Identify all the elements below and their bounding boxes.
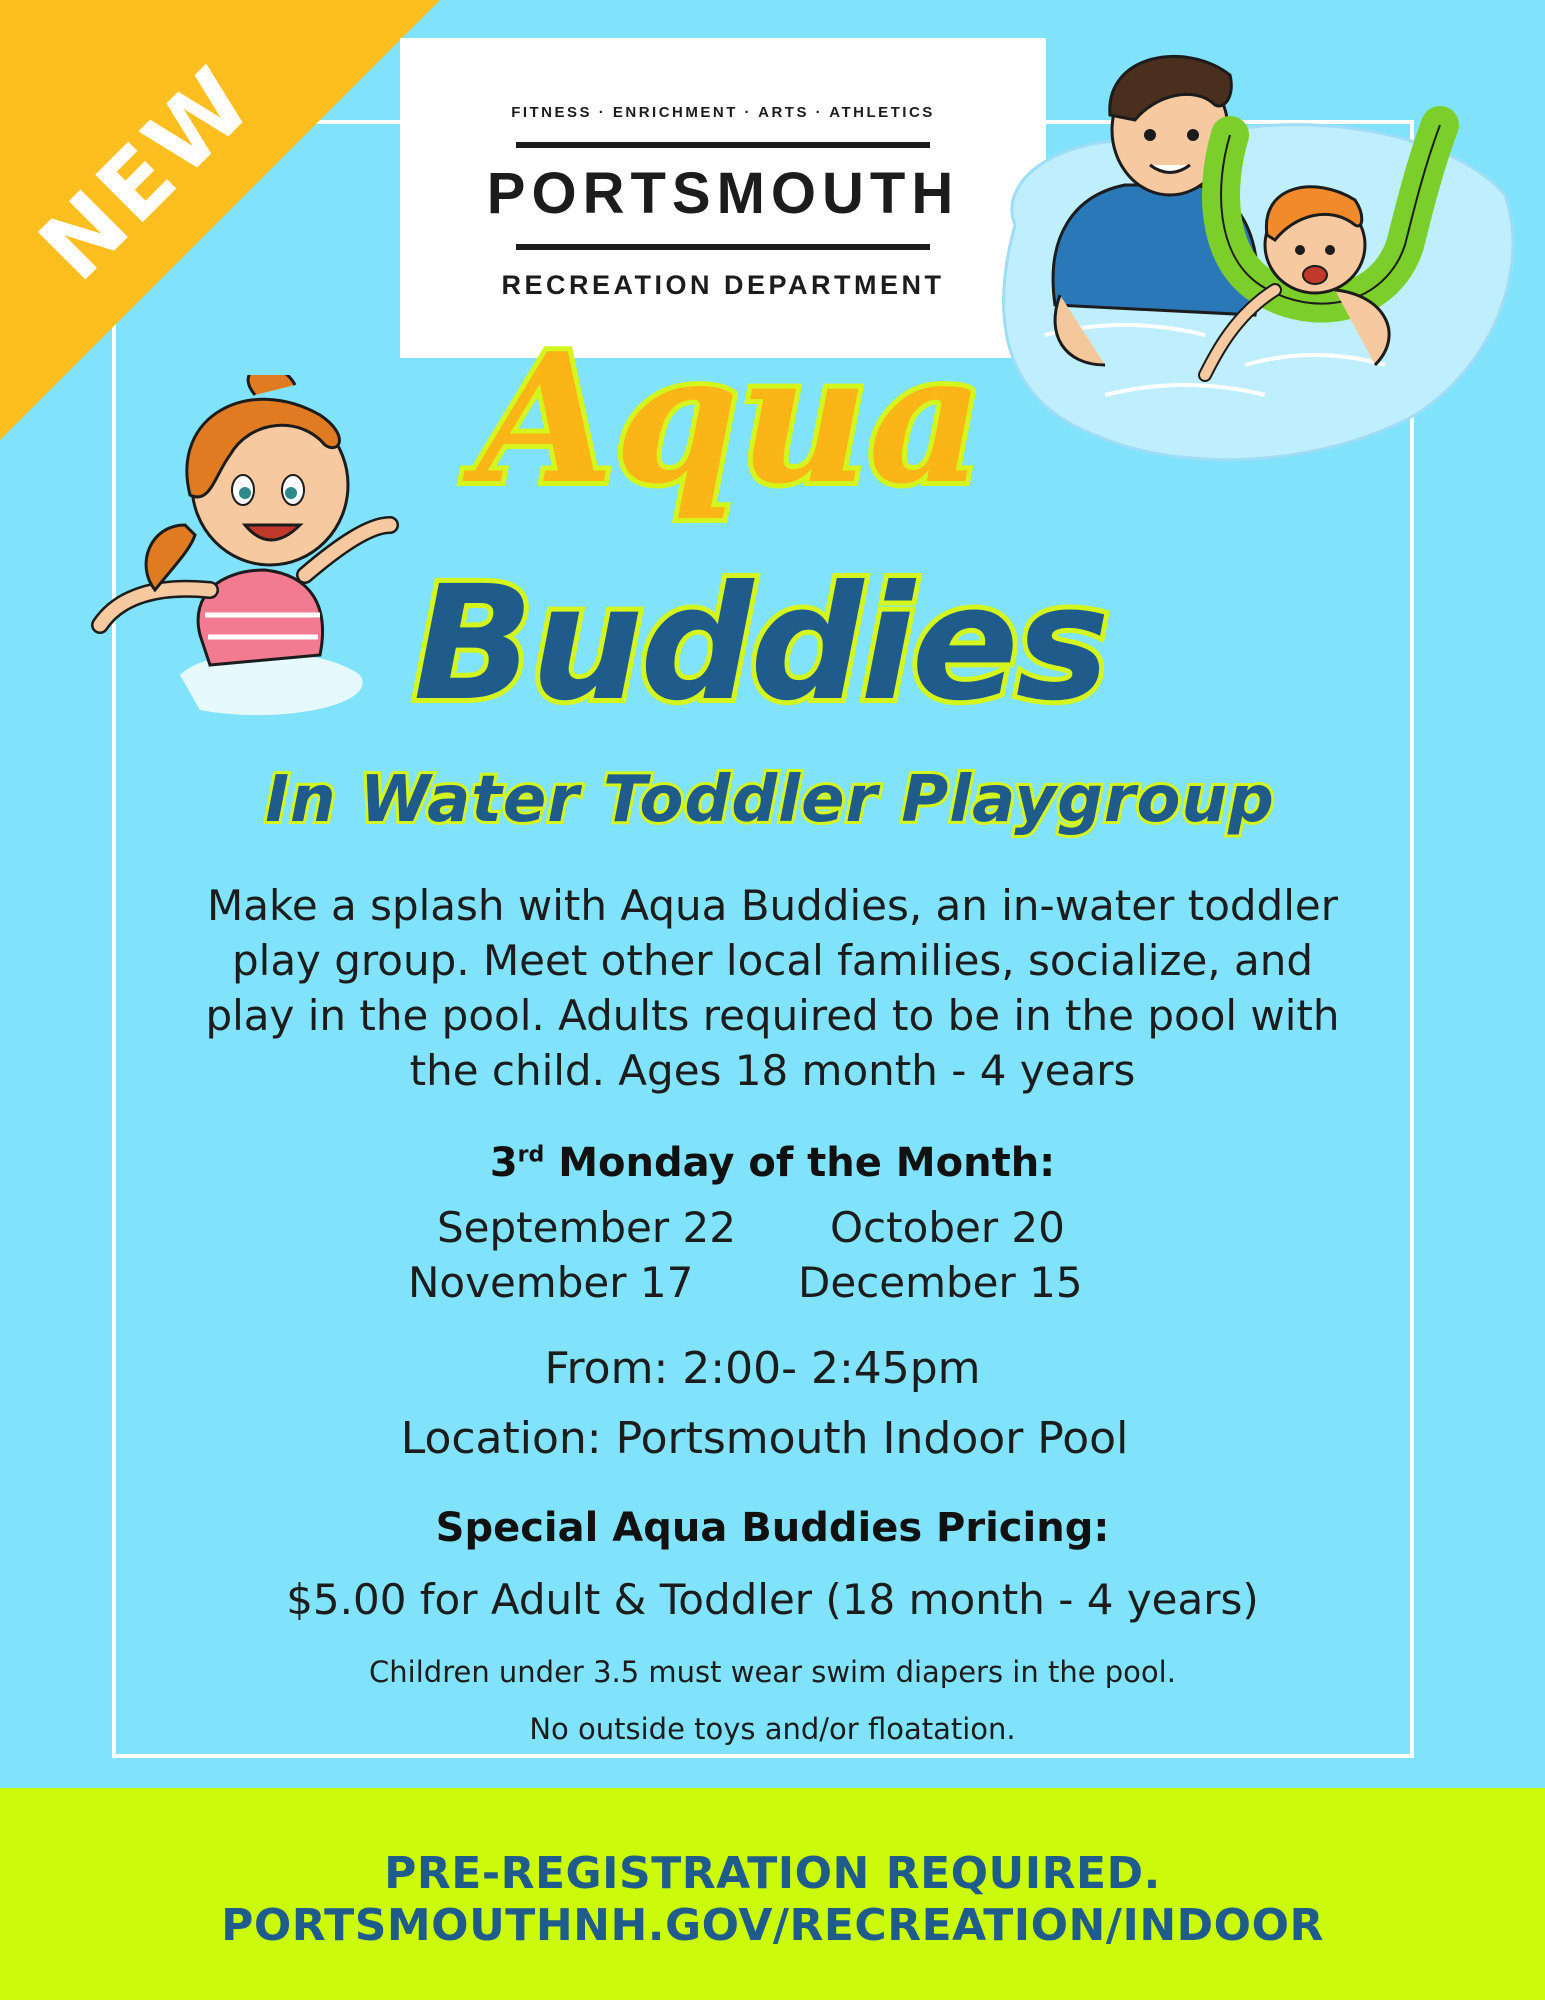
session-time: From: 2:00- 2:45pm (544, 1343, 981, 1394)
portsmouth-recreation-logo (400, 38, 1046, 358)
schedule-heading-text: Monday of the Month: (544, 1140, 1056, 1186)
registration-footer (0, 1788, 1545, 2000)
date-item: November 17 (408, 1258, 694, 1307)
schedule-ordinal-suffix: rd (517, 1142, 545, 1168)
pricing-price: $5.00 for Adult & Toddler (18 month - 4 years) (286, 1575, 1259, 1624)
registration-url[interactable]: PORTSMOUTHNH.GOV/RECREATION/INDOOR (221, 1900, 1324, 1951)
title-subtitle: In Water Toddler Playgroup (265, 763, 1275, 837)
schedule-heading (0, 1140, 1545, 1186)
title-aqua: Aqua (476, 314, 984, 523)
description-line: play in the pool. Adults required to be in the pool with (205, 991, 1340, 1040)
logo-divider-top (516, 142, 930, 148)
logo-tagline: FITNESS · ENRICHMENT · ARTS · ATHLETICS (511, 104, 935, 121)
pricing-note-toys: No outside toys and/or floatation. (529, 1712, 1016, 1746)
pricing-heading: Special Aqua Buddies Pricing: (435, 1505, 1110, 1551)
logo-divider-bottom (516, 244, 930, 250)
date-item: September 22 (437, 1203, 736, 1252)
new-badge-label: NEW (19, 46, 275, 301)
date-item: December 15 (798, 1258, 1083, 1307)
program-description (140, 878, 1405, 1098)
logo-department: RECREATION DEPARTMENT (501, 270, 945, 300)
registration-required-text: PRE-REGISTRATION REQUIRED. (384, 1848, 1161, 1899)
new-badge (0, 0, 440, 440)
swimming-girl-illustration (80, 375, 400, 755)
session-location: Location: Portsmouth Indoor Pool (400, 1413, 1129, 1464)
description-line: play group. Meet other local families, socialize, and (231, 936, 1314, 985)
description-line: the child. Ages 18 month - 4 years (409, 1046, 1136, 1095)
title-buddies: Buddies (413, 552, 1107, 736)
schedule-ordinal-number: 3 (489, 1140, 518, 1186)
father-and-toddler-with-pool-noodle-illustration (985, 35, 1520, 490)
description-line: Make a splash with Aqua Buddies, an in-water toddler (207, 881, 1338, 930)
date-item: October 20 (830, 1203, 1065, 1252)
pricing-note-diapers: Children under 3.5 must wear swim diapers in the pool. (369, 1655, 1176, 1689)
logo-name: PORTSMOUTH (486, 161, 960, 226)
